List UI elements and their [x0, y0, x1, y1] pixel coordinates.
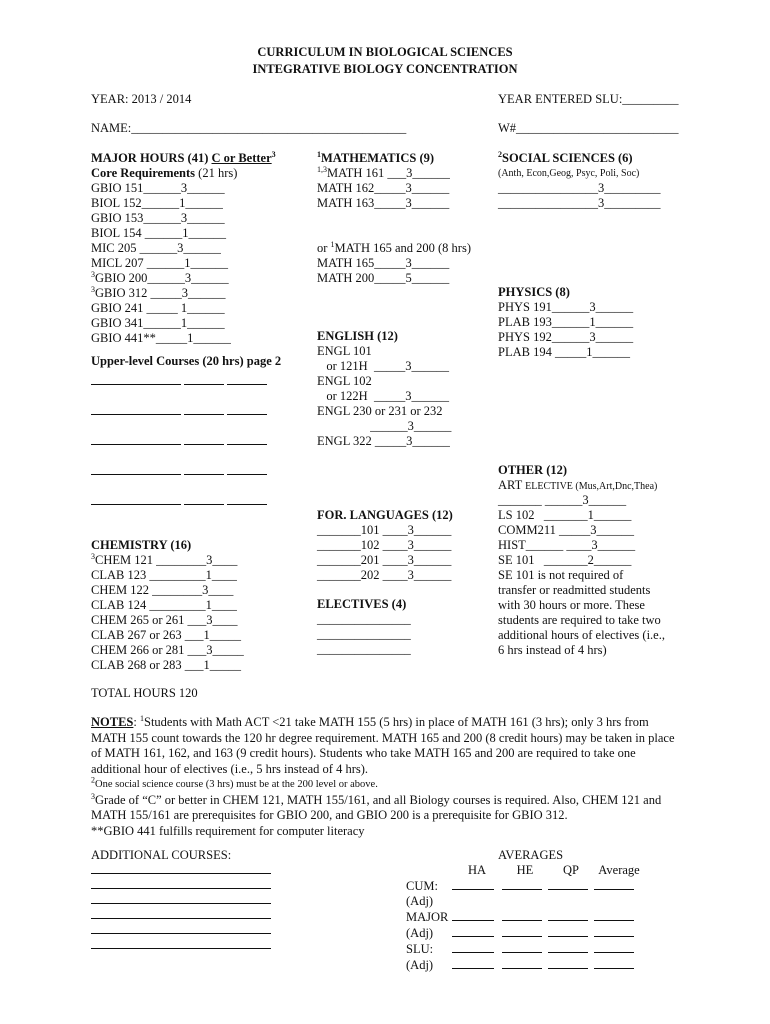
course-row: GBIO 441**_____1______: [91, 331, 231, 345]
elective-row: _______________: [317, 612, 411, 626]
course-row: PLAB 193______1______: [498, 315, 634, 329]
blank-row: [91, 922, 271, 937]
averages-row: [406, 894, 644, 909]
course-row: ________________3_________: [498, 196, 661, 210]
course-row: ENGL 102: [317, 374, 372, 388]
chemistry-heading: CHEMISTRY (16): [91, 538, 192, 552]
column-header: HE: [516, 863, 534, 877]
additional-courses-lines: [91, 862, 271, 952]
course-row: or 122H _____3______: [317, 389, 449, 403]
row-label: (Adj): [406, 957, 434, 972]
course-row: PHYS 192______3______: [498, 330, 634, 344]
course-row: GBIO 151______3______: [91, 181, 225, 195]
notes-section: [91, 715, 681, 839]
elective-row: _______________: [317, 627, 411, 641]
averages-table: [406, 863, 644, 973]
course-row: CLAB 123 _________1____: [91, 568, 237, 582]
english-section: [317, 329, 451, 449]
blank-row: [91, 493, 267, 523]
major-section: [91, 151, 281, 369]
social-sciences-section: [498, 151, 661, 211]
course-row: $^{1,3}$MATH 161 ___3______: [317, 164, 450, 180]
averages-row: [406, 909, 644, 925]
note-line: additional hours of electives (i.e.,: [498, 628, 665, 642]
course-row: _______101 ____3______: [317, 523, 452, 537]
course-row: MATH 165_____3______: [317, 256, 450, 270]
blank-row: [91, 937, 271, 952]
averages-row: [406, 957, 644, 973]
course-row: ______3______: [317, 419, 452, 433]
column-header: Average: [598, 863, 640, 877]
note-3: $^3$Grade of “C” or better in CHEM 121, MATH 155/161, and all Biology courses is required. Also, CHEM 121 and MATH 155/161 are prerequisites for GBIO 200, and GBIO 200 is a prerequisite for GBIO 312.: [91, 791, 662, 822]
name-field: NAME:____________________________________________: [91, 121, 407, 135]
mathematics-heading: $^1$MATHEMATICS (9): [317, 149, 435, 165]
physics-heading: PHYSICS (8): [498, 285, 570, 299]
major-heading: MAJOR HOURS (41) C or Better$^3$: [91, 149, 276, 165]
electives-heading: ELECTIVES (4): [317, 597, 407, 611]
note-line: with 30 hours or more. These: [498, 598, 645, 612]
note-line: students are required to take two: [498, 613, 661, 627]
course-row: or 121H _____3______: [317, 359, 449, 373]
page-subtitle: INTEGRATIVE BIOLOGY CONCENTRATION: [252, 62, 518, 76]
blank-row: [91, 403, 267, 433]
course-row: CHEM 266 or 281 ___3_____: [91, 643, 244, 657]
course-row: _______102 ____3______: [317, 538, 452, 552]
note-2: $^2$One social science course (3 hrs) must be at the 200 level or above.: [91, 775, 378, 790]
course-row: ________________3_________: [498, 181, 661, 195]
row-label: (Adj): [406, 925, 434, 940]
course-row: MATH 163_____3______: [317, 196, 450, 210]
course-row: _______ ______3______: [498, 493, 627, 507]
averages-row: [406, 941, 644, 957]
english-heading: ENGLISH (12): [317, 329, 398, 343]
averages-header-row: [406, 863, 644, 878]
course-row: CLAB 124 _________1____: [91, 598, 237, 612]
course-row: SE 101 _______2______: [498, 553, 632, 567]
averages-row: [406, 878, 644, 894]
blank-row: [91, 433, 267, 463]
course-row: PHYS 191______3______: [498, 300, 634, 314]
course-row: $^3$GBIO 312 _____3______: [91, 284, 226, 300]
course-row: $^3$CHEM 121 ________3____: [91, 551, 238, 567]
course-row: CHEM 122 ________3____: [91, 583, 234, 597]
mathematics-section: [317, 151, 471, 286]
other-heading: OTHER (12): [498, 463, 568, 477]
course-row: _______201 ____3______: [317, 553, 452, 567]
elective-row: _______________: [317, 642, 411, 656]
w-number-field: W#__________________________: [498, 121, 679, 135]
course-row: BIOL 152______1______: [91, 196, 223, 210]
course-row: BIOL 154 ______1______: [91, 226, 226, 240]
course-row: MIC 205 ______3______: [91, 241, 221, 255]
upper-level-blanks: [91, 373, 267, 523]
blank-row: [91, 907, 271, 922]
page-title: CURRICULUM IN BIOLOGICAL SCIENCES: [257, 45, 513, 59]
course-row: MATH 200_____5______: [317, 271, 450, 285]
physics-section: [498, 285, 633, 360]
row-label: CUM:: [406, 878, 438, 893]
note-line: 6 hrs instead of 4 hrs): [498, 643, 607, 657]
course-row: ENGL 230 or 231 or 232: [317, 404, 443, 418]
additional-courses-label: ADDITIONAL COURSES:: [91, 848, 232, 862]
art-elective: ART ELECTIVE (Mus,Art,Dnc,Thea): [498, 478, 658, 492]
course-row: GBIO 241 _____ 1______: [91, 301, 225, 315]
blank-row: [91, 463, 267, 493]
row-label: SLU:: [406, 941, 434, 956]
course-row: ENGL 322 _____3______: [317, 434, 450, 448]
chemistry-section: [91, 538, 244, 673]
blank-row: [91, 373, 267, 403]
other-section: [498, 463, 665, 658]
averages-heading: AVERAGES: [498, 848, 564, 862]
row-label: (Adj): [406, 894, 434, 908]
note-line: SE 101 is not required of: [498, 568, 624, 582]
course-row: $^3$GBIO 200______3______: [91, 269, 229, 285]
upper-level-heading: Upper-level Courses (20 hrs) page 2: [91, 354, 282, 368]
course-row: PLAB 194 _____1______: [498, 345, 630, 359]
course-row: COMM211 _____3______: [498, 523, 635, 537]
course-row: MATH 162_____3______: [317, 181, 450, 195]
course-row: ENGL 101: [317, 344, 372, 358]
note-line: transfer or readmitted students: [498, 583, 651, 597]
course-row: LS 102 _______1______: [498, 508, 632, 522]
course-row: GBIO 153______3______: [91, 211, 225, 225]
year-field: YEAR: 2013 / 2014: [91, 92, 192, 106]
languages-section: [317, 508, 453, 583]
blank-row: [91, 862, 271, 877]
course-row: _______202 ____3______: [317, 568, 452, 582]
math-alternative: or $^1$MATH 165 and 200 (8 hrs): [317, 239, 471, 255]
languages-heading: FOR. LANGUAGES (12): [317, 508, 453, 522]
total-hours: TOTAL HOURS 120: [91, 686, 198, 700]
course-row: MICL 207 ______1______: [91, 256, 229, 270]
blank-row: [91, 892, 271, 907]
electives-section: [317, 597, 411, 657]
row-label: MAJOR: [406, 909, 449, 924]
blank-row: [91, 877, 271, 892]
column-header: QP: [563, 863, 579, 877]
course-row: HIST______ ____3______: [498, 538, 636, 552]
note-1: NOTES: $^1$Students with Math ACT <21 take MATH 155 (5 hrs) in place of MATH 161 (3 hrs); only 3 hrs from MATH 155 count towards the 120 hr degree requirement. MATH 165 and 200 (8 credit hours) may be taken in place of MATH 161, 162, and 163 (9 credit hours). Students who take MATH 165 and 200 are required to take one additional hour of electives (i.e., 5 hrs instead of 4 hrs).: [91, 713, 675, 776]
social-sciences-heading: $^2$SOCIAL SCIENCES (6): [498, 149, 633, 165]
averages-row: [406, 925, 644, 941]
year-entered-field: YEAR ENTERED SLU:_________: [498, 92, 679, 106]
column-header: HA: [467, 863, 487, 877]
note-4: **GBIO 441 fulfills requirement for computer literacy: [91, 823, 365, 838]
course-row: CLAB 267 or 263 ___1_____: [91, 628, 241, 642]
social-sciences-subjects: (Anth, Econ,Geog, Psyc, Poli, Soc): [498, 168, 640, 179]
core-heading: Core Requirements (21 hrs): [91, 166, 238, 180]
course-row: CLAB 268 or 283 ___1_____: [91, 658, 241, 672]
course-row: CHEM 265 or 261 ___3____: [91, 613, 238, 627]
course-row: GBIO 341______1______: [91, 316, 225, 330]
